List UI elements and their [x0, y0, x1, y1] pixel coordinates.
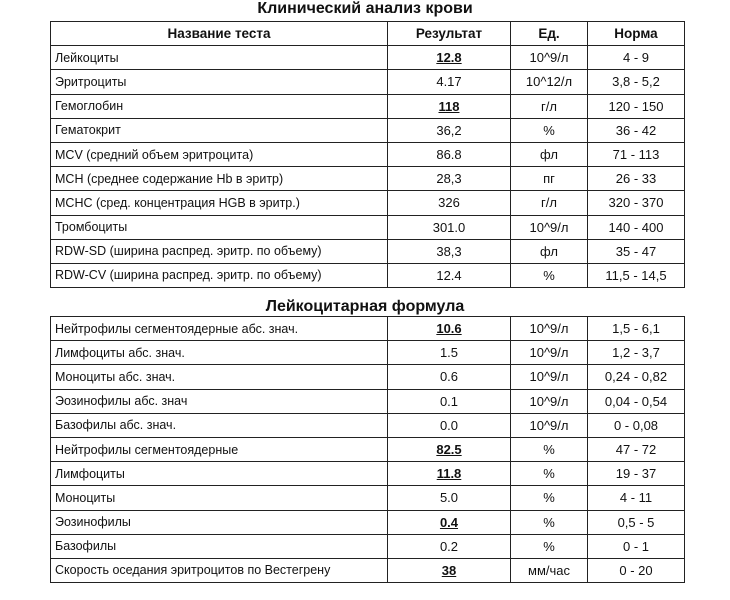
result-cell: 38,3	[388, 239, 511, 263]
test-name-cell: MCV (средний объем эритроцита)	[51, 142, 388, 166]
table-row	[51, 94, 685, 118]
table-row	[51, 167, 685, 191]
table-row	[51, 486, 685, 510]
result-cell: 12.8	[388, 46, 511, 70]
result-cell: 82.5	[388, 437, 511, 461]
result-cell: 5.0	[388, 486, 511, 510]
norm-cell: 0,5 - 5	[588, 510, 685, 534]
table-row	[51, 118, 685, 142]
table-header-row	[51, 22, 685, 46]
result-cell: 301.0	[388, 215, 511, 239]
table-row	[51, 239, 685, 263]
test-name-cell: MCH (среднее содержание Hb в эритр)	[51, 167, 388, 191]
unit-cell: %	[511, 510, 588, 534]
test-name-cell: Базофилы абс. знач.	[51, 413, 388, 437]
test-name-cell: Моноциты абс. знач.	[51, 365, 388, 389]
unit-cell: 10^9/л	[511, 317, 588, 341]
table-row	[51, 46, 685, 70]
test-name-cell: RDW-CV (ширина распред. эритр. по объему)	[51, 263, 388, 287]
result-cell: 0.1	[388, 389, 511, 413]
norm-cell: 1,5 - 6,1	[588, 317, 685, 341]
page-title: Клинический анализ крови	[257, 0, 473, 17]
result-cell: 10.6	[388, 317, 511, 341]
unit-cell: %	[511, 263, 588, 287]
table-row	[51, 534, 685, 558]
test-name-cell: Скорость оседания эритроцитов по Вестегрену	[51, 558, 388, 582]
test-name-cell: Лимфоциты абс. знач.	[51, 341, 388, 365]
unit-cell: г/л	[511, 94, 588, 118]
result-cell: 0.0	[388, 413, 511, 437]
result-cell: 1.5	[388, 341, 511, 365]
test-name-cell: Эозинофилы абс. знач	[51, 389, 388, 413]
result-cell: 0.2	[388, 534, 511, 558]
unit-cell: %	[511, 437, 588, 461]
result-cell: 0.4	[388, 510, 511, 534]
leukocyte-formula-table	[50, 316, 685, 583]
table-row	[51, 341, 685, 365]
result-cell: 0.6	[388, 365, 511, 389]
norm-cell: 0 - 0,08	[588, 413, 685, 437]
table-row	[51, 215, 685, 239]
unit-cell: 10^9/л	[511, 46, 588, 70]
norm-cell: 19 - 37	[588, 462, 685, 486]
unit-cell: %	[511, 486, 588, 510]
table-row	[51, 70, 685, 94]
test-name-cell: Гемоглобин	[51, 94, 388, 118]
table-row	[51, 462, 685, 486]
unit-cell: 10^9/л	[511, 365, 588, 389]
norm-cell: 320 - 370	[588, 191, 685, 215]
test-name-cell: Лейкоциты	[51, 46, 388, 70]
unit-cell: 10^9/л	[511, 389, 588, 413]
unit-cell: мм/час	[511, 558, 588, 582]
column-header-unit: Ед.	[511, 22, 588, 46]
blood-test-rows	[51, 46, 685, 288]
column-header-norm: Норма	[588, 22, 685, 46]
result-cell: 86.8	[388, 142, 511, 166]
norm-cell: 0 - 1	[588, 534, 685, 558]
result-cell: 28,3	[388, 167, 511, 191]
table-row	[51, 437, 685, 461]
table-row	[51, 413, 685, 437]
norm-cell: 35 - 47	[588, 239, 685, 263]
norm-cell: 1,2 - 3,7	[588, 341, 685, 365]
test-name-cell: Базофилы	[51, 534, 388, 558]
result-cell: 4.17	[388, 70, 511, 94]
column-header-result: Результат	[388, 22, 511, 46]
blood-test-table	[50, 21, 685, 288]
test-name-cell: Эозинофилы	[51, 510, 388, 534]
unit-cell: %	[511, 534, 588, 558]
unit-cell: фл	[511, 142, 588, 166]
result-cell: 326	[388, 191, 511, 215]
test-name-cell: Лимфоциты	[51, 462, 388, 486]
norm-cell: 71 - 113	[588, 142, 685, 166]
result-cell: 118	[388, 94, 511, 118]
leukocyte-formula-rows	[51, 317, 685, 583]
section-title: Лейкоцитарная формула	[265, 298, 465, 315]
norm-cell: 36 - 42	[588, 118, 685, 142]
unit-cell: г/л	[511, 191, 588, 215]
result-cell: 11.8	[388, 462, 511, 486]
unit-cell: %	[511, 462, 588, 486]
norm-cell: 4 - 11	[588, 486, 685, 510]
unit-cell: 10^9/л	[511, 215, 588, 239]
result-cell: 36,2	[388, 118, 511, 142]
column-header-test-name: Название теста	[51, 22, 388, 46]
result-cell: 38	[388, 558, 511, 582]
test-name-cell: Нейтрофилы сегментоядерные абс. знач.	[51, 317, 388, 341]
norm-cell: 26 - 33	[588, 167, 685, 191]
unit-cell: фл	[511, 239, 588, 263]
unit-cell: 10^9/л	[511, 413, 588, 437]
test-name-cell: Эритроциты	[51, 70, 388, 94]
norm-cell: 0 - 20	[588, 558, 685, 582]
test-name-cell: Моноциты	[51, 486, 388, 510]
unit-cell: 10^9/л	[511, 341, 588, 365]
test-name-cell: Гематокрит	[51, 118, 388, 142]
norm-cell: 140 - 400	[588, 215, 685, 239]
unit-cell: пг	[511, 167, 588, 191]
test-name-cell: RDW-SD (ширина распред. эритр. по объему)	[51, 239, 388, 263]
test-name-cell: MCHC (сред. концентрация HGB в эритр.)	[51, 191, 388, 215]
test-name-cell: Тромбоциты	[51, 215, 388, 239]
norm-cell: 11,5 - 14,5	[588, 263, 685, 287]
result-cell: 12.4	[388, 263, 511, 287]
table-row	[51, 142, 685, 166]
table-row	[51, 558, 685, 582]
norm-cell: 4 - 9	[588, 46, 685, 70]
table-row	[51, 263, 685, 287]
table-row	[51, 510, 685, 534]
unit-cell: 10^12/л	[511, 70, 588, 94]
norm-cell: 47 - 72	[588, 437, 685, 461]
table-row	[51, 389, 685, 413]
table-row	[51, 191, 685, 215]
norm-cell: 0,24 - 0,82	[588, 365, 685, 389]
table-row	[51, 317, 685, 341]
norm-cell: 120 - 150	[588, 94, 685, 118]
table-row	[51, 365, 685, 389]
test-name-cell: Нейтрофилы сегментоядерные	[51, 437, 388, 461]
norm-cell: 0,04 - 0,54	[588, 389, 685, 413]
norm-cell: 3,8 - 5,2	[588, 70, 685, 94]
unit-cell: %	[511, 118, 588, 142]
